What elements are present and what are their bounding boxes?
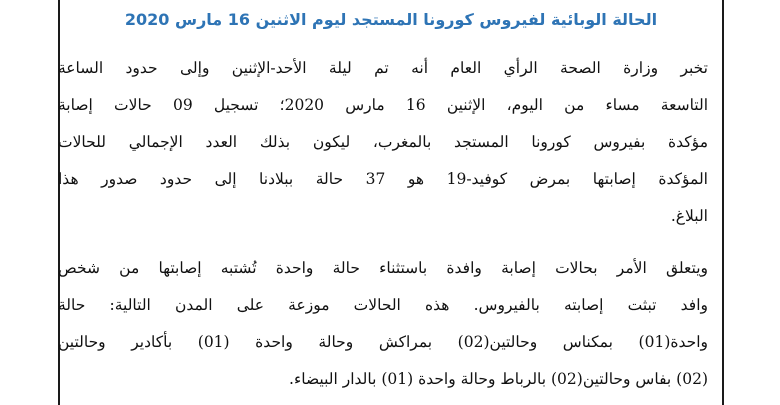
paragraph-1 — [58, 50, 708, 235]
paragraph-line: (02) بفاس وحالتين(02) بالرباط وحالة واحدة (01) بالدار البيضاء. — [289, 370, 708, 388]
paragraph-line: واحدة(01) بمكناس وحالتين(02) بمراكش وحالة واحدة (01) بأكادير وحالتين — [58, 333, 708, 351]
paragraph-line: تخبر وزارة الصحة الرأي العام أنه تم ليلة الأحد-الإثنين وإلى حدود الساعة — [58, 59, 708, 77]
paragraph-line: البلاغ. — [670, 207, 708, 225]
paragraph-line: ويتعلق الأمر بحالات إصابة وافدة باستثناء حالة واحدة تُشتبه إصابتها من شخص — [58, 259, 708, 277]
page-border-right — [722, 0, 724, 405]
paragraph-line: المؤكدة إصابتها بمرض كوفيد-19 هو 37 حالة ببلادنا إلى حدود صدور هذا — [58, 170, 708, 188]
paragraph-line: مؤكدة بفيروس كورونا المستجد بالمغرب، ليكون بذلك العدد الإجمالي للحالات — [58, 133, 708, 151]
paragraph-2 — [58, 250, 708, 398]
paragraph-line: وافد تبثت إصابته بالفيروس. هذه الحالات موزعة على المدن التالية: حالة — [58, 296, 708, 314]
paragraph-line: التاسعة مساء من اليوم، الإثنين 16 مارس 2020؛ تسجيل 09 حالات إصابة — [58, 96, 709, 114]
document-title: الحالة الوبائية لفيروس كورونا المستجد ليوم الاثنين 16 مارس 2020 — [124, 10, 658, 29]
